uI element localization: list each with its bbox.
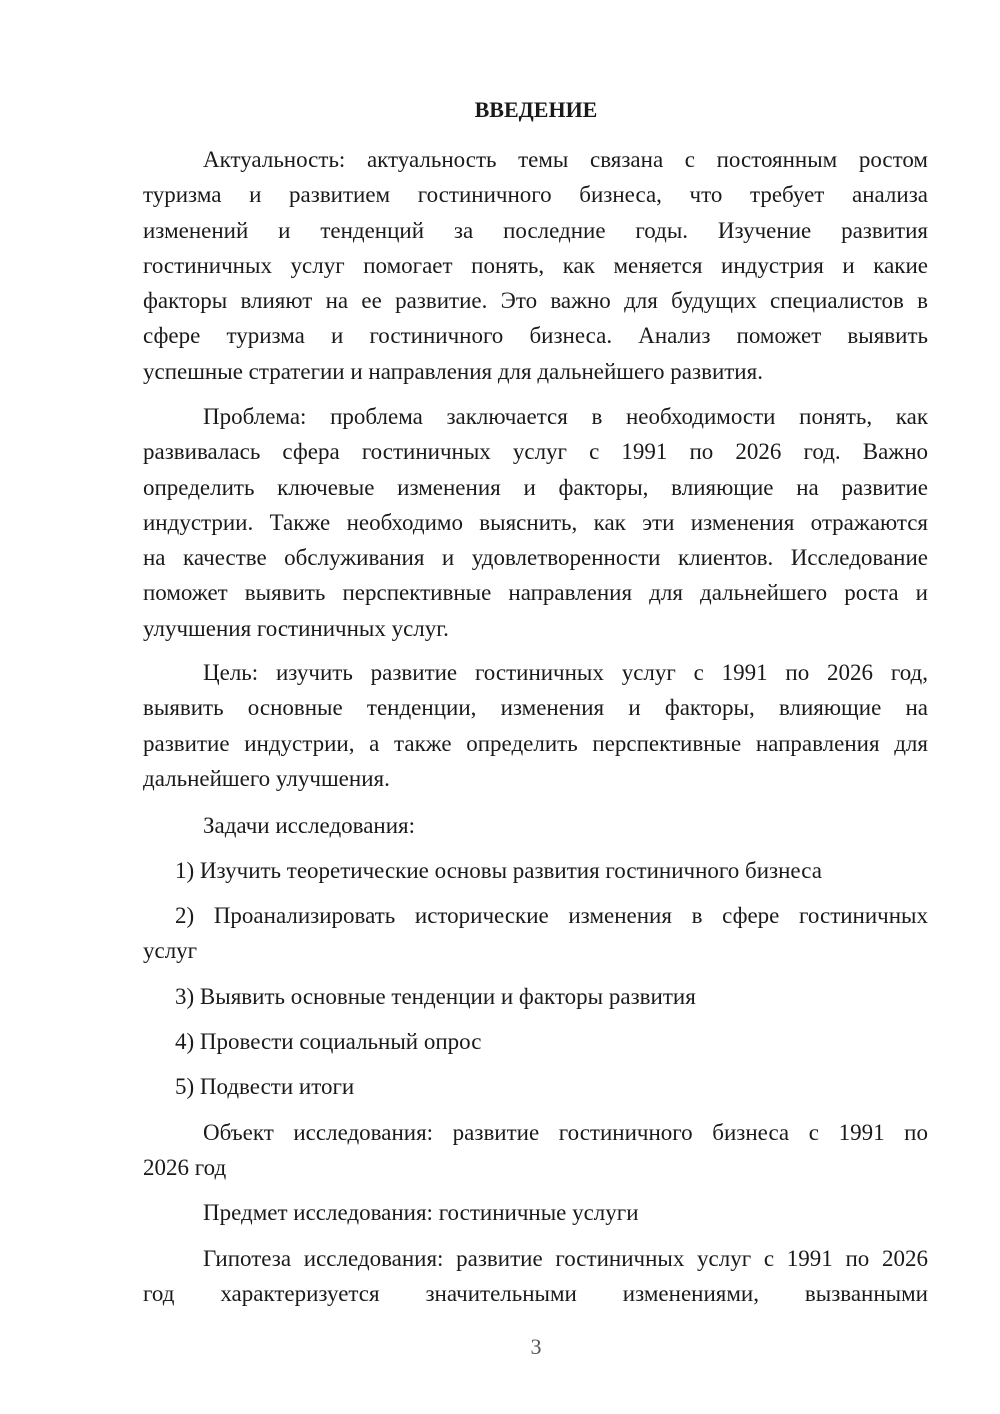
- paragraph: [143, 808, 928, 843]
- paragraph: [143, 1069, 928, 1104]
- text-line: Цель: изучить развитие гостиничных услуг с 1991 по 2026 год,: [203, 660, 928, 685]
- text-line: 2026 год: [143, 1155, 227, 1181]
- paragraph: [143, 853, 928, 888]
- paragraph: [143, 1241, 928, 1312]
- text-line: индустрии. Также необходимо выяснить, как эти изменения отражаются: [143, 509, 928, 535]
- text-line: на качестве обслуживания и удовлетворенности клиентов. Исследование: [143, 545, 928, 571]
- text-line: Проблема: проблема заключается в необходимости понять, как: [203, 404, 928, 429]
- page-number: 3: [530, 1334, 542, 1359]
- text-line: сфере туризма и гостиничного бизнеса. Анализ поможет выявить: [143, 323, 928, 349]
- text-line: развитие индустрии, а также определить перспективные направления для: [143, 730, 928, 756]
- text-line: развивалась сфера гостиничных услуг с 1991 по 2026 год. Важно: [143, 439, 928, 465]
- text-line: Гипотеза исследования: развитие гостиничных услуг с 1991 по 2026: [203, 1246, 928, 1271]
- text-line: Объект исследования: развитие гостиничного бизнеса с 1991 по: [203, 1120, 928, 1145]
- text-line: услуг: [143, 938, 198, 964]
- text-line: 4) Провести социальный опрос: [175, 1029, 482, 1054]
- text-line: 1) Изучить теоретические основы развития гостиничного бизнеса: [175, 858, 822, 883]
- text-line: Предмет исследования: гостиничные услуги: [203, 1200, 639, 1225]
- text-line: год характеризуется значительными изменениями, вызванными: [143, 1281, 928, 1307]
- paragraph: [143, 1024, 928, 1059]
- paragraph: [143, 979, 928, 1014]
- text-line: улучшения гостиничных услуг.: [143, 615, 449, 641]
- page-title: ВВЕДЕНИЕ: [474, 97, 598, 122]
- text-line: изменений и тенденций за последние годы. Изучение развития: [143, 217, 928, 243]
- text-line: дальнейшего улучшения.: [143, 765, 390, 791]
- paragraph: [143, 898, 928, 969]
- text-line: определить ключевые изменения и факторы, влияющие на развитие: [143, 474, 928, 500]
- text-line: 2) Проанализировать исторические изменения в сфере гостиничных: [175, 903, 928, 928]
- text-line: поможет выявить перспективные направления для дальнейшего роста и: [143, 580, 928, 606]
- paragraph: [143, 655, 928, 796]
- paragraph: [143, 1195, 928, 1230]
- paragraph: [143, 399, 928, 646]
- text-line: выявить основные тенденции, изменения и факторы, влияющие на: [143, 695, 928, 721]
- paragraph: [143, 1115, 928, 1186]
- text-line: успешные стратегии и направления для дальнейшего развития.: [143, 358, 763, 384]
- paragraph: [143, 142, 928, 389]
- text-line: туризма и развитием гостиничного бизнеса, что требует анализа: [143, 182, 928, 208]
- text-line: Актуальность: актуальность темы связана с постоянным ростом: [203, 147, 928, 172]
- text-line: гостиничных услуг помогает понять, как меняется индустрия и какие: [143, 252, 928, 278]
- text-line: 3) Выявить основные тенденции и факторы развития: [175, 984, 696, 1009]
- text-line: факторы влияют на ее развитие. Это важно для будущих специалистов в: [143, 288, 928, 314]
- text-line: Задачи исследования:: [203, 813, 416, 838]
- text-line: 5) Подвести итоги: [175, 1074, 355, 1099]
